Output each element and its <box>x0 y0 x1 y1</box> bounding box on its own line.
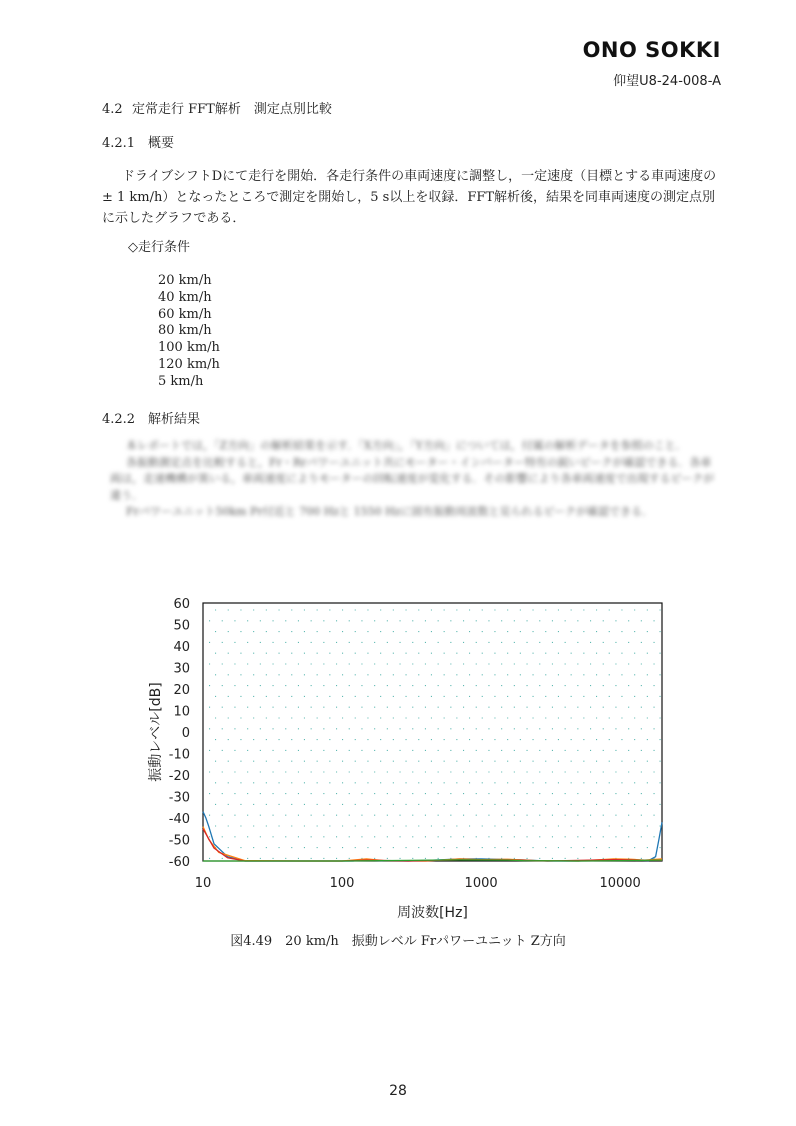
results-number: 4.2.2 <box>102 412 136 427</box>
condition-item: 60 km/h <box>158 306 212 322</box>
plot-area <box>203 603 662 861</box>
blurred-paragraph: 各振動測定点を比較すると，Fr・Rrパワーユニット共にモーター・インバーター特有の鋭いピークが確認できる．各車両は，走速機構が異いる，車両速度によりモーターの回転速度が変化する．その影響により各車両速度で出現するピークが違う． <box>110 455 715 502</box>
blurred-paragraph: 本レポートでは，「Z方向」の解析結果を示す．「X方向」，「Y方向」については，付属の解析データを参照のこと． <box>126 439 687 452</box>
condition-item: 40 km/h <box>158 289 212 305</box>
y-axis-label: 振動レベル[dB] <box>148 682 164 782</box>
y-tick-label: 10 <box>173 704 190 720</box>
y-tick-label: -60 <box>168 855 190 870</box>
blurred-paragraph: Frパワーユニット50km Pr付近と 700 Hzと 1550 Hzに固有振動周波数と見られるピークが確認できる． <box>126 505 654 518</box>
series-line <box>203 827 662 861</box>
y-tick-label: -10 <box>168 747 190 763</box>
x-tick-label: 10 <box>194 876 212 891</box>
results-heading <box>102 408 200 427</box>
y-tick-label: 60 <box>173 597 190 612</box>
overview-heading <box>102 132 174 151</box>
condition-item: 100 km/h <box>158 340 220 356</box>
x-tick-label: 100 <box>329 876 355 891</box>
overview-number: 4.2.1 <box>102 136 136 151</box>
condition-item: 80 km/h <box>158 323 212 339</box>
company-logo: ONO SOKKI <box>582 38 721 62</box>
section-heading <box>102 98 332 117</box>
series-line <box>203 812 662 861</box>
section-number: 4.2 <box>102 102 123 117</box>
series-line <box>203 829 662 861</box>
overview-paragraph: ドライブシフトDにて走行を開始．各走行条件の車両速度に調整し，一定速度（目標とする車両速度の± 1 km/h）となったところで測定を開始し，5 s以上を収録．FFT解析後，結果を同車両速度の測定点別に示したグラフである． <box>102 169 717 226</box>
y-tick-label: 50 <box>173 618 190 634</box>
condition-item: 120 km/h <box>158 356 220 372</box>
y-tick-label: -20 <box>168 769 190 784</box>
grid-dots <box>209 610 661 858</box>
overview-title: 概要 <box>148 136 175 151</box>
results-title: 解析結果 <box>148 412 201 427</box>
y-tick-label: -30 <box>168 790 190 806</box>
x-axis-label: 周波数[Hz] <box>397 905 468 920</box>
section-title: 定常走行 FFT解析 測定点別比較 <box>132 102 332 117</box>
vibration-chart <box>130 590 690 920</box>
x-tick-label: 10000 <box>599 876 641 891</box>
y-tick-label: 20 <box>173 683 190 698</box>
y-tick-label: -40 <box>168 812 190 827</box>
condition-item: 5 km/h <box>158 373 204 389</box>
document-id: 仰望U8-24-008-A <box>613 74 721 89</box>
y-tick-label: 30 <box>173 661 190 677</box>
condition-item: 20 km/h <box>158 273 212 288</box>
conditions-list <box>158 273 220 391</box>
y-tick-label: -50 <box>168 833 190 849</box>
blurred-results-text <box>110 438 722 521</box>
page-number: 28 <box>389 1083 407 1099</box>
y-tick-label: 40 <box>173 640 190 655</box>
x-tick-label: 1000 <box>464 876 498 891</box>
conditions-title: ◇走行条件 <box>128 240 190 255</box>
y-tick-label: 0 <box>181 726 190 741</box>
figure-caption: 図4.49 20 km/h 振動レベル Frパワーユニット Z方向 <box>230 934 566 949</box>
